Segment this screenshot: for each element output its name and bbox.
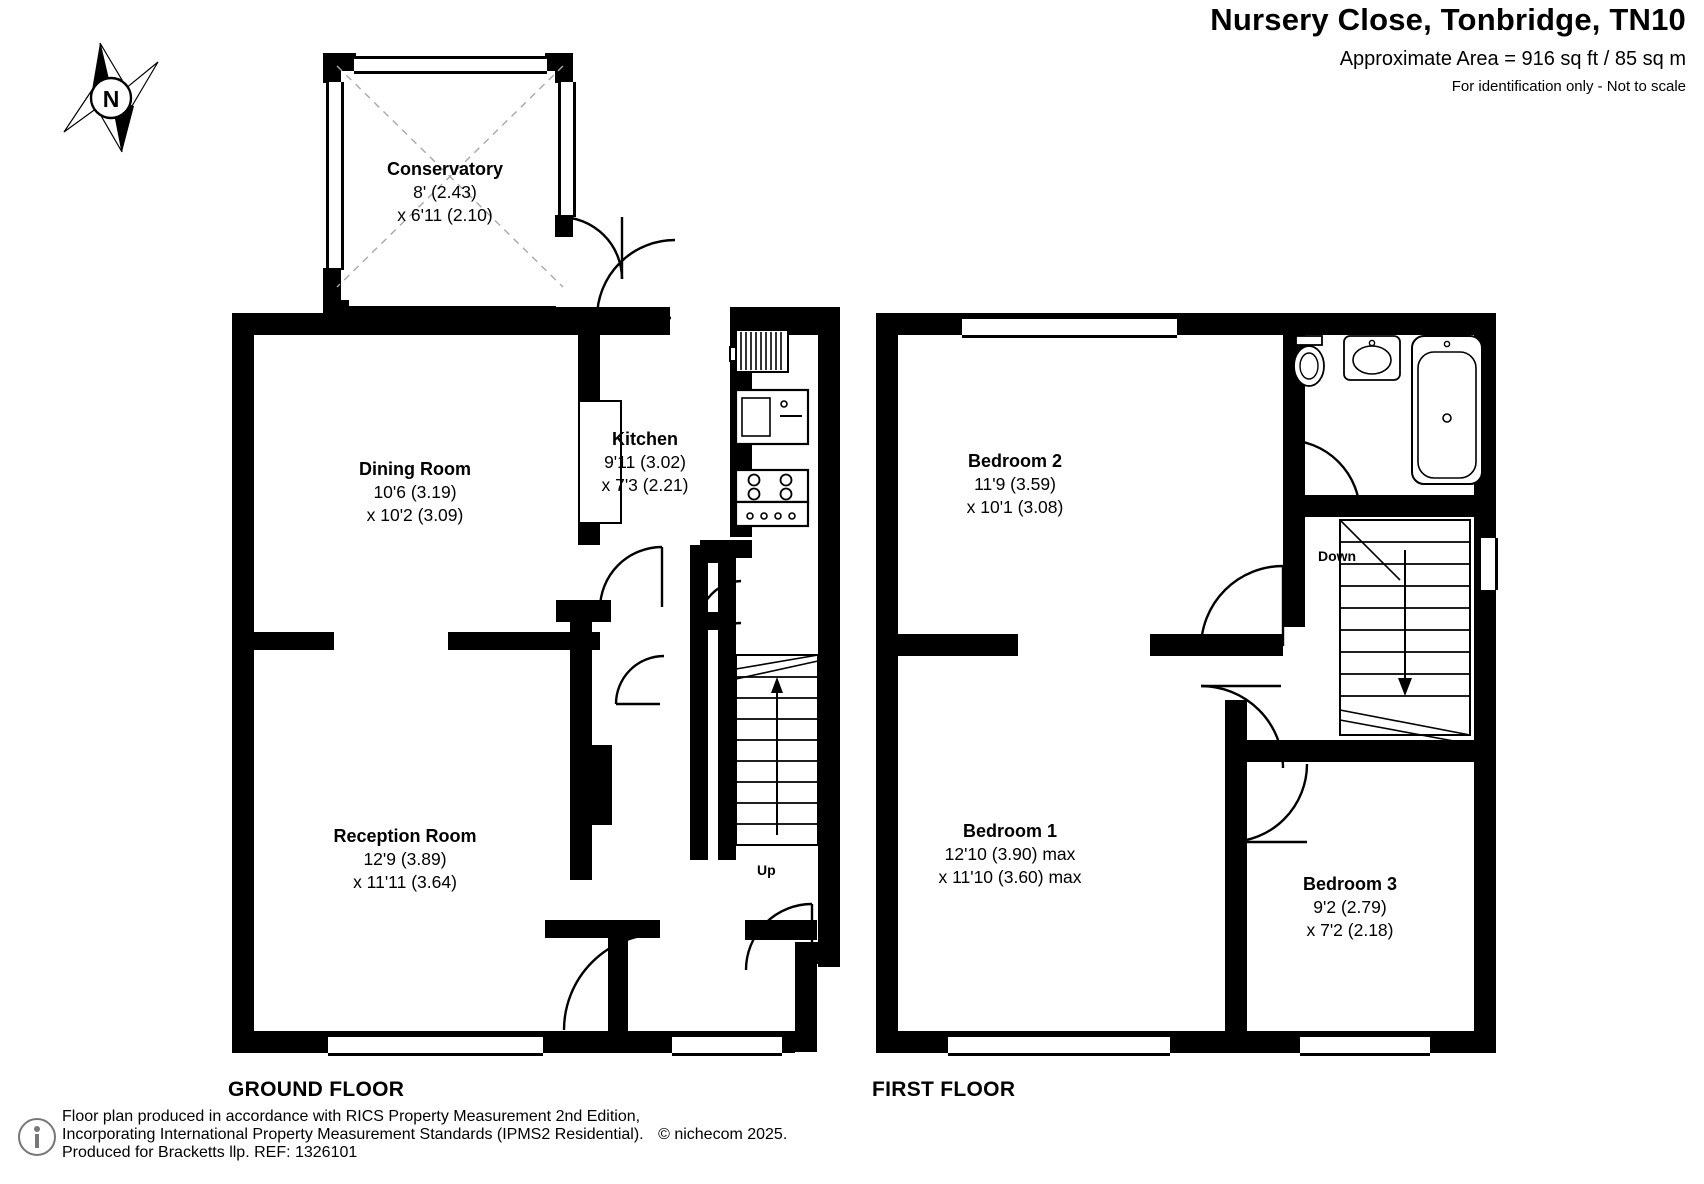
bedroom3-dim1: 9'2 (2.79) <box>1313 897 1387 917</box>
bedroom2-name: Bedroom 2 <box>967 451 1063 471</box>
kitchen-dim1: 9'11 (3.02) <box>604 452 686 472</box>
dining-dim1: 10'6 (3.19) <box>373 482 457 502</box>
door-swing-bathroom <box>1282 436 1372 526</box>
bathroom-bath-icon <box>1412 336 1490 492</box>
conservatory-dim2: x 6'11 (2.10) <box>397 205 493 225</box>
stairs-down-label: Down <box>1318 548 1357 564</box>
compass-north-label: N <box>102 86 120 112</box>
first-staircase <box>1340 520 1480 740</box>
reception-dim2: x 11'11 (3.64) <box>353 872 457 892</box>
first-wall-left <box>876 313 898 1053</box>
door-swing-bedroom1 <box>1225 760 1320 855</box>
bedroom3-name: Bedroom 3 <box>1302 874 1398 894</box>
room-label-bedroom1 <box>865 820 1155 889</box>
identification-note: For identification only - Not to scale <box>1451 78 1686 95</box>
bathroom-toilet-icon <box>1288 336 1336 398</box>
footer-copyright: © nichecom 2025. <box>658 1126 788 1143</box>
bedroom2-wall-bottom-left <box>898 634 1018 656</box>
bedroom1-name: Bedroom 1 <box>962 821 1058 841</box>
first-window-top <box>962 316 1177 338</box>
conservatory-name: Conservatory <box>386 159 504 179</box>
approximate-area: Approximate Area = 916 sq ft / 85 sq m <box>1339 48 1686 70</box>
kitchen-name: Kitchen <box>611 429 678 449</box>
door-swing-bedroom2 <box>1195 560 1290 655</box>
first-window-bottom-right <box>1300 1034 1430 1056</box>
bedroom2-dim1: 11'9 (3.59) <box>974 474 1056 494</box>
kitchen-dim2: x 7'3 (2.21) <box>601 475 689 495</box>
first-floor-label: FIRST FLOOR <box>872 1078 1016 1101</box>
dining-dim2: x 10'2 (3.09) <box>366 505 464 525</box>
room-label-bedroom2 <box>880 450 1150 519</box>
page-title: Nursery Close, Tonbridge, TN10 <box>1210 2 1686 37</box>
first-window-landing-right <box>1478 538 1498 590</box>
rics-logo-icon <box>18 1118 56 1156</box>
bedroom1-dim1: 12'10 (3.90) max <box>944 844 1076 864</box>
bedroom3-dim2: x 7'2 (2.18) <box>1306 920 1394 940</box>
bathroom-basin-icon <box>1344 336 1406 390</box>
footer-line-1: Floor plan produced in accordance with RICS Property Measurement 2nd Edition, <box>62 1108 641 1125</box>
reception-dim1: 12'9 (3.89) <box>363 849 447 869</box>
ground-floor-label: GROUND FLOOR <box>228 1078 405 1101</box>
footer-text <box>62 1108 787 1162</box>
conservatory-dim1: 8' (2.43) <box>413 182 477 202</box>
bedroom1-dim2: x 11'10 (3.60) max <box>938 867 1082 887</box>
footer-line-3: Produced for Bracketts llp. REF: 1326101 <box>62 1144 358 1161</box>
first-window-bottom-left <box>948 1034 1170 1056</box>
dining-name: Dining Room <box>359 459 471 479</box>
footer-line-2-text: Incorporating International Property Measurement Standards (IPMS2 Residential). <box>62 1126 644 1143</box>
room-label-bedroom3 <box>1230 873 1470 942</box>
stairs-up-label: Up <box>757 862 776 878</box>
reception-name: Reception Room <box>333 826 477 846</box>
footer-line-2 <box>62 1126 787 1144</box>
bedroom2-dim2: x 10'1 (3.08) <box>966 497 1064 517</box>
